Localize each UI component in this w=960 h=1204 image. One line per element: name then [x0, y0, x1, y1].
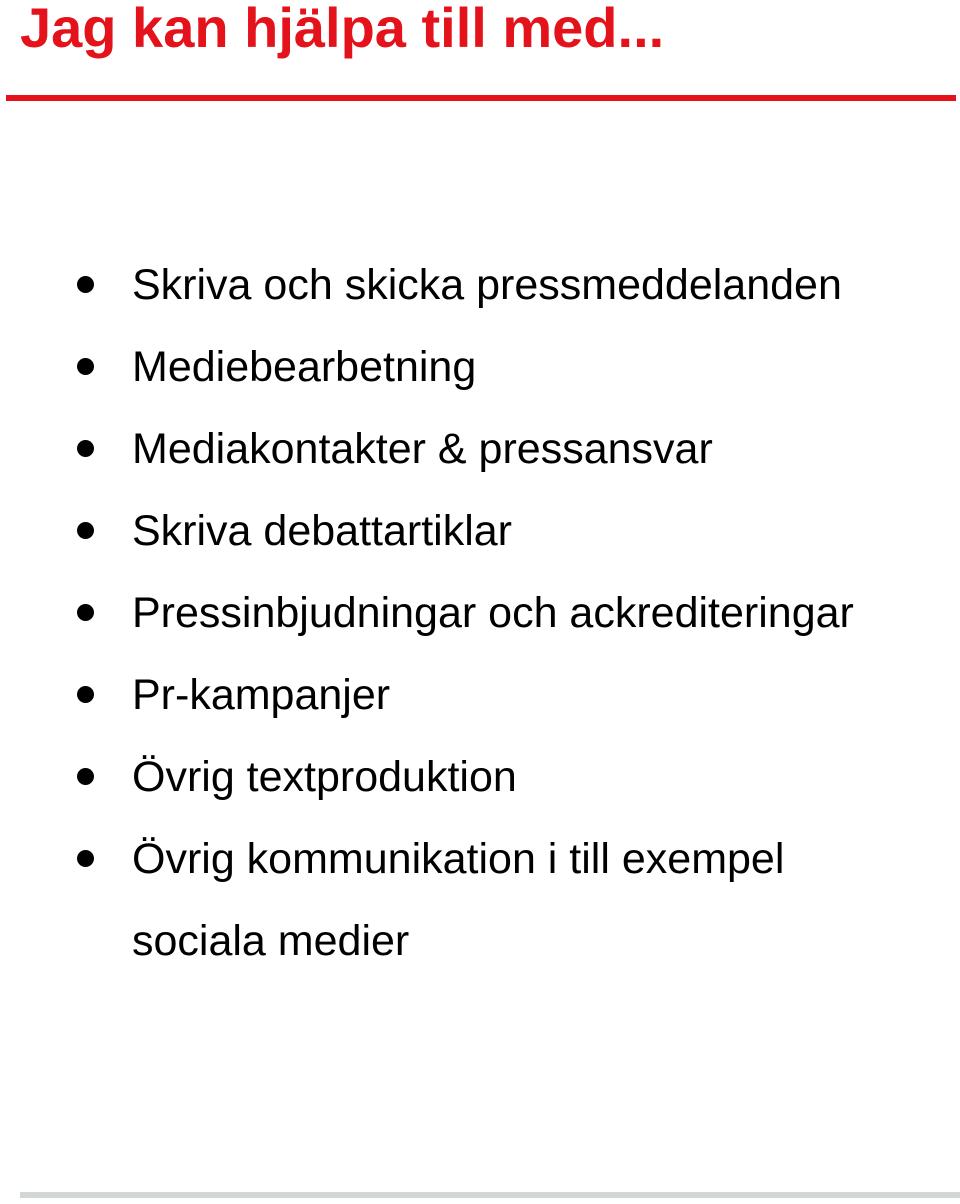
list-item [0, 736, 960, 818]
list-item-text: Övrig kommunikation i till exempel [132, 835, 785, 883]
bullet-icon [77, 686, 94, 703]
list-item-text: Övrig textproduktion [132, 753, 517, 801]
title-underline-divider [6, 95, 956, 101]
bullet-icon [77, 522, 94, 539]
footer-divider [20, 1192, 960, 1198]
bullet-icon [77, 440, 94, 457]
list-item [0, 408, 960, 490]
bullet-icon [77, 358, 94, 375]
list-item-text: Pressinbjudningar och ackrediteringar [132, 589, 854, 637]
list-item-text: Mediebearbetning [132, 343, 477, 391]
list-item [0, 572, 960, 654]
bullet-icon [77, 604, 94, 621]
bullet-icon [77, 276, 94, 293]
services-list [0, 244, 960, 982]
list-item [0, 654, 960, 736]
bullet-icon [77, 768, 94, 785]
bullet-icon [77, 850, 94, 867]
list-item-text: Pr-kampanjer [132, 671, 391, 719]
list-item-text-continuation: sociala medier [132, 917, 410, 965]
list-item [0, 490, 960, 572]
list-item-text: Mediakontakter & pressansvar [132, 425, 713, 473]
list-item [0, 244, 960, 326]
list-item-text: Skriva debattartiklar [132, 507, 512, 555]
list-item [0, 326, 960, 408]
list-item [0, 818, 960, 982]
list-item-text: Skriva och skicka pressmeddelanden [132, 261, 842, 309]
page-title: Jag kan hjälpa till med... [20, 0, 665, 59]
